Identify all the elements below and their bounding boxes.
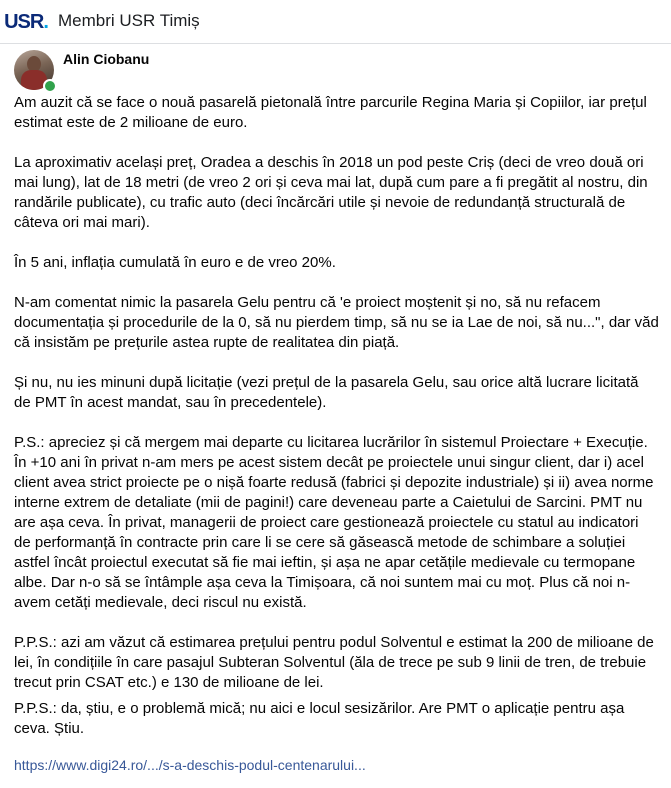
group-header	[0, 0, 671, 44]
group-logo[interactable]	[6, 4, 46, 40]
post-paragraph: Și nu, nu ies minuni după licitație (vezi prețul de la pasarela Gelu, sau orice altă lucrare licitată de PMT în acest mandat, sau în precedentele).	[14, 374, 639, 411]
post-body	[14, 93, 659, 775]
logo-dot: .	[43, 10, 48, 33]
post-paragraph: P.S.: apreciez și că mergem mai departe cu licitarea lucrărilor în sistemul Proiectare + Execuție. În +10 ani în privat n-am mers pe acest sistem decât pe proiectele unui singur client, dar i) acel client avea strict proiecte pe o nișă foarte redusă (fabrici și depozite industriale) și ii) avea norme interne extrem de detaliate (mii de pagini!) care deveneau parte a Caietului de Sarcini. PMT nu are așa ceva. În privat, managerii de proiect care gestionează proiectele cu statul au indicatori de performanță în contracte prin care li se cere să găsească metode de schimbare a soluției astfel încât proiectul executat să fie mai ieftin, și așa ne apar cetățile medievale cu termopane albe. Dar n-o să se întâmple așa ceva la Timișoara, că noi suntem mai cu moț. Plus că noi n-avem cetăți medievale, deci riscul nu există.	[14, 434, 654, 611]
post-paragraph: P.P.S.: azi am văzut că estimarea prețului pentru podul Solventul e estimat la 200 de milioane de lei, în condițiile în care pasajul Subteran Solventul (ăla de trece pe sub 9 linii de tren, de trebuie trecut prin CSAT etc.) e 130 de milioane de lei.	[14, 634, 654, 691]
post-header	[14, 50, 654, 90]
post-link[interactable]: https://www.digi24.ro/.../s-a-deschis-podul-centenarului...	[14, 757, 366, 773]
post-paragraph: P.P.S.: da, știu, e o problemă mică; nu aici e locul sesizărilor. Are PMT o aplicație pentru așa ceva. Știu.	[14, 700, 625, 737]
post-paragraph: În 5 ani, inflația cumulată în euro e de vreo 20%.	[14, 254, 336, 271]
author-name[interactable]: Alin Ciobanu	[63, 51, 150, 67]
group-name[interactable]: Membri USR Timiș	[58, 11, 200, 30]
logo-text: USR	[4, 10, 44, 33]
post-paragraph: La aproximativ același preț, Oradea a deschis în 2018 un pod peste Criș (deci de vreo două ori mai lung), lat de 18 metri (de vreo 2 ori și ceva mai lat, după cum pare a fi pregătit al nostru, din randările publicate), cu trafic auto (deci încărcări utile și nevoie de redundanță structurală de câteva ori mai mari).	[14, 154, 648, 231]
post-paragraph: Am auzit că se face o nouă pasarelă pietonală între parcurile Regina Maria și Copiilor, iar prețul estimat este de 2 milioane de euro.	[14, 94, 647, 131]
online-status-icon	[43, 79, 57, 93]
post-paragraph: N-am comentat nimic la pasarela Gelu pentru că 'e proiect moștenit și no, să nu refacem documentația și procedurile de la 0, să nu pierdem timp, să nu se ia Lae de noi, să nu...", dar văd că insistăm pe prețurile astea rupte de realitatea din piață.	[14, 294, 659, 351]
